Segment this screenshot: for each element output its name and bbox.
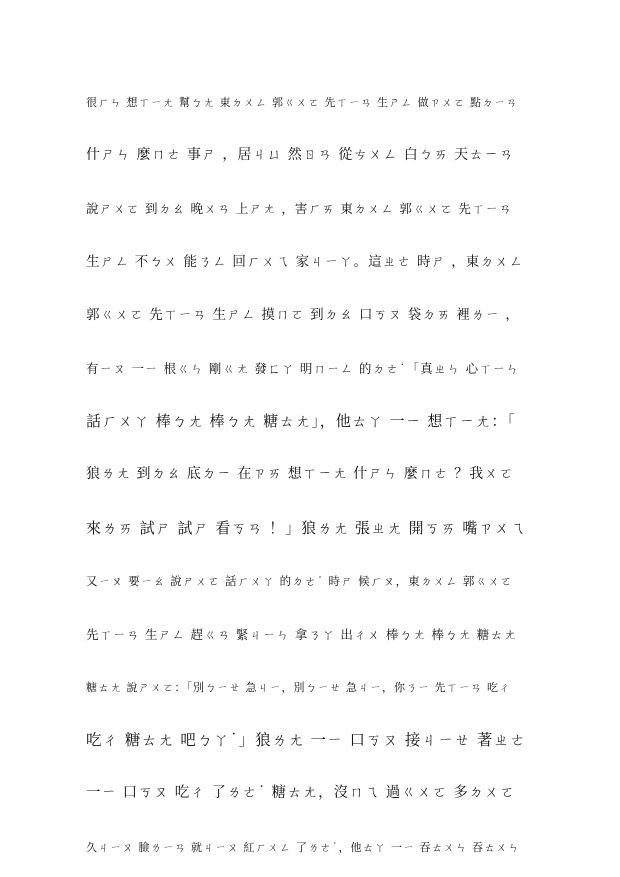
text-line [86, 767, 526, 820]
text-line-content: 很ㄏㄣ 想ㄒㄧㄤ 幫ㄅㄤ 東ㄉㄨㄥ 郭ㄍㄨㄛ 先ㄒㄧㄢ 生ㄕㄥ 做ㄗㄨㄛ 點ㄉㄧㄢ [86, 96, 518, 109]
text-line-content: 狼ㄌㄤ 到ㄉㄠ 底ㄉㄧ 在ㄗㄞ 想ㄒㄧㄤ 什ㄕㄣ 麼ㄇㄜ ？我ㄨㄛ [86, 466, 515, 483]
text-line-content: 糖ㄊㄤ 說ㄕㄨㄛ：「別ㄅㄧㄝ 急ㄐㄧ，別ㄅㄧㄝ 急ㄐㄧ，你ㄋㄧ 先ㄒㄧㄢ 吃ㄔ [86, 681, 511, 695]
text-line-content: 吃ㄔ 糖ㄊㄤ 吧ㄅㄚ˙」狼ㄌㄤ 一ㄧ 口ㄎㄡ 接ㄐㄧㄝ 著ㄓㄜ [86, 731, 527, 750]
text-line-content: 有ㄧㄡ 一ㄧ 根ㄍㄣ 剛ㄍㄤ 發ㄈㄚ 明ㄇㄧㄥ 的ㄉㄜ˙「真ㄓㄣ 心ㄒㄧㄣ [86, 360, 520, 376]
text-line [86, 182, 526, 235]
text-line [86, 502, 526, 555]
zhuyin-text-block [86, 76, 526, 874]
text-line [86, 342, 526, 395]
text-line [86, 76, 526, 129]
text-line-content: 一ㄧ 口ㄎㄡ 吃ㄔ 了ㄌㄜ˙ 糖ㄊㄤ，沒ㄇㄟ 過ㄍㄨㄛ 多ㄉㄨㄛ [86, 785, 516, 802]
text-line-content: 久ㄐㄧㄡ 臉ㄌㄧㄢ 就ㄐㄧㄡ 紅ㄏㄨㄥ 了ㄌㄜ˙，他ㄊㄚ 一ㄧ 吞ㄊㄨㄣ 吞ㄊㄨㄣ [86, 840, 520, 854]
text-line-content: 先ㄒㄧㄢ 生ㄕㄥ 趕ㄍㄢ 緊ㄐㄧㄣ 拿ㄋㄚ 出ㄔㄨ 棒ㄅㄤ 棒ㄅㄤ 糖ㄊㄤ [86, 626, 518, 642]
text-line [86, 129, 526, 182]
text-line-content: 又ㄧㄡ 要ㄧㄠ 說ㄕㄨㄛ 話ㄏㄨㄚ 的ㄉㄜ˙ 時ㄕ 候ㄏㄡ，東ㄉㄨㄥ 郭ㄍㄨㄛ [86, 573, 513, 588]
text-line [86, 821, 526, 874]
text-line [86, 236, 526, 289]
text-line-content: 話ㄏㄨㄚ 棒ㄅㄤ 棒ㄅㄤ 糖ㄊㄤ」，他ㄊㄚ 一ㄧ 想ㄒㄧㄤ：「 [86, 412, 516, 431]
text-line-content: 來ㄌㄞ 試ㄕ 試ㄕ 看ㄎㄢ ！」狼ㄌㄤ 張ㄓㄤ 開ㄎㄞ 嘴ㄗㄨㄟ [86, 518, 527, 537]
text-line [86, 395, 526, 448]
text-line-content: 生ㄕㄥ 不ㄅㄨ 能ㄋㄥ 回ㄏㄨㄟ 家ㄐㄧㄚ。這ㄓㄜ 時ㄕ ，東ㄉㄨㄥ [86, 253, 524, 270]
text-line [86, 714, 526, 767]
text-line [86, 608, 526, 661]
text-line [86, 289, 526, 342]
text-line [86, 661, 526, 714]
text-line [86, 555, 526, 608]
text-line [86, 448, 526, 501]
text-line-content: 什ㄕㄣ 麼ㄇㄜ 事ㄕ ，居ㄐㄩ 然ㄖㄢ 從ㄘㄨㄥ 白ㄅㄞ 天ㄊㄧㄢ [86, 147, 515, 164]
text-line-content: 郭ㄍㄨㄛ 先ㄒㄧㄢ 生ㄕㄥ 摸ㄇㄛ 到ㄉㄠ 口ㄎㄡ 袋ㄉㄞ 裡ㄌㄧ ， [86, 306, 520, 323]
text-line-content: 說ㄕㄨㄛ 到ㄉㄠ 晚ㄨㄢ 上ㄕㄤ ，害ㄏㄞ 東ㄉㄨㄥ 郭ㄍㄨㄛ 先ㄒㄧㄢ [86, 201, 513, 217]
